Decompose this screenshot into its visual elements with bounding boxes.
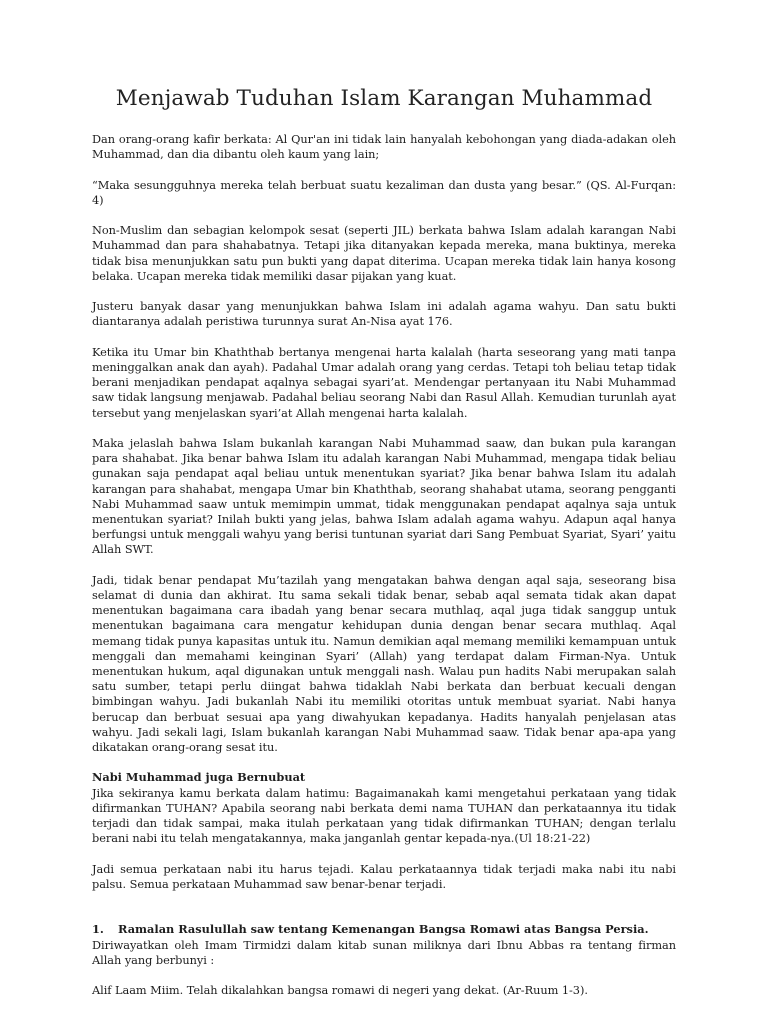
document-page [92, 86, 676, 1014]
quote-paragraph: “Maka sesungguhnya mereka telah berbuat suatu kezaliman dan dusta yang besar.” (QS. Al-Furqan: 4) [92, 177, 676, 207]
numbered-heading [92, 922, 676, 937]
paragraph: Ketika itu Umar bin Khaththab bertanya mengenai harta kalalah (harta seseorang yang mati tanpa meninggalkan anak dan ayah). Padahal Umar adalah orang yang cerdas. Tetapi toh beliau tetap tidak berani menjadikan pendapat aqalnya sebagai syari’at. Mendengar pertanyaan itu Nabi Muhammad saw tidak langsung menjawab. Padahal beliau seorang Nabi dan Rasul Allah. Kemudian turunlah ayat tersebut yang menjelaskan syari’at Allah mengenai harta kalalah. [92, 344, 676, 420]
paragraph: Non-Muslim dan sebagian kelompok sesat (seperti JIL) berkata bahwa Islam adalah karangan Nabi Muhammad dan para shahabatnya. Tetapi jika ditanyakan kepada mereka, mana buktinya, mereka tidak bisa menunjukkan satu pun bukti yang dapat diterima. Ucapan mereka tidak lain hanya kosong belaka. Ucapan mereka tidak memiliki dasar pijakan yang kuat. [92, 223, 676, 283]
section-heading: Nabi Muhammad juga Bernubuat [92, 770, 306, 785]
paragraph: Justeru banyak dasar yang menunjukkan bahwa Islam ini adalah agama wahyu. Dan satu bukti diantaranya adalah peristiwa turunnya surat An-Nisa ayat 176. [92, 299, 676, 329]
numbered-heading-text: Ramalan Rasulullah saw tentang Kemenangan Bangsa Romawi atas Bangsa Persia. [118, 922, 649, 937]
paragraph: Diriwayatkan oleh Imam Tirmidzi dalam kitab sunan miliknya dari Ibnu Abbas ra tentang firman Allah yang berbunyi : [92, 937, 676, 967]
paragraph: Dan orang-orang kafir berkata: Al Qur'an ini tidak lain hanyalah kebohongan yang diada-adakan oleh Muhammad, dan dia dibantu oleh kaum yang lain; [92, 132, 676, 162]
paragraph: Maka jelaslah bahwa Islam bukanlah karangan Nabi Muhammad saaw, dan bukan pula karangan para shahabat. Jika benar bahwa Islam itu adalah karangan Nabi Muhammad, mengapa tidak beliau gunakan saja pendapat aqal beliau untuk menentukan syariat? Jika benar bahwa Islam itu adalah karangan para shahabat, mengapa Umar bin Khaththab, seorang shahabat utama, seorang pengganti Nabi Muhammad saaw untuk memimpin ummat, tidak menggunakan pendapat aqalnya saja untuk menentukan syariat? Inilah bukti yang jelas, bahwa Islam adalah agama wahyu. Adapun aqal hanya berfungsi untuk menggali wahyu yang berisi tuntunan syariat dari Sang Pembuat Syariat, Syari’ yaitu Allah SWT. [92, 435, 676, 557]
paragraph: Jadi, tidak benar pendapat Mu’tazilah yang mengatakan bahwa dengan aqal saja, seseorang bisa selamat di dunia dan akhirat. Itu sama sekali tidak benar, sebab aqal semata tidak akan dapat menentukan bagaimana cara ibadah yang benar secara muthlaq, aqal juga tidak sanggup untuk menentukan bagaimana cara mengatur kehidupan dunia dengan benar secara muthlaq. Aqal memang tidak punya kapasitas untuk itu. Namun demikian aqal memang memiliki kemampuan untuk menggali dan memahami keinginan Syari’ (Allah) yang terdapat dalam Firman-Nya. Untuk menentukan hukum, aqal digunakan untuk menggali nash. Walau pun hadits Nabi merupakan salah satu sumber, tetapi perlu diingat bahwa tidaklah Nabi berkata dan berbuat kecuali dengan bimbingan wahyu. Jadi bukanlah Nabi itu memiliki otoritas untuk membuat syariat. Nabi hanya berucap dan berbuat sesuai apa yang diwahyukan kepadanya. Hadits hanyalah penjelasan atas wahyu. Jadi sekali lagi, Islam bukanlah karangan Nabi Muhammad saaw. Tidak benar apa-apa yang dikatakan orang-orang sesat itu. [92, 572, 676, 755]
page-title: Menjawab Tuduhan Islam Karangan Muhammad [115, 86, 653, 111]
paragraph: Jadi semua perkataan nabi itu harus tejadi. Kalau perkataannya tidak terjadi maka nabi itu nabi palsu. Semua perkataan Muhammad saw benar-benar terjadi. [92, 861, 676, 891]
list-number: 1. [92, 922, 104, 937]
paragraph: Alif Laam Miim. Telah dikalahkan bangsa romawi di negeri yang dekat. (Ar-Ruum 1-3). [92, 983, 588, 998]
spacer [92, 907, 676, 922]
paragraph: Jika sekiranya kamu berkata dalam hatimu: Bagaimanakah kami mengetahui perkataan yang tidak difirmankan TUHAN? Apabila seorang nabi berkata demi nama TUHAN dan perkataannya itu tidak terjadi dan tidak sampai, maka itulah perkataan yang tidak difirmankan TUHAN; dengan terlalu berani nabi itu telah mengatakannya, maka janganlah gentar kepada-nya.(Ul 18:21-22) [92, 785, 676, 846]
